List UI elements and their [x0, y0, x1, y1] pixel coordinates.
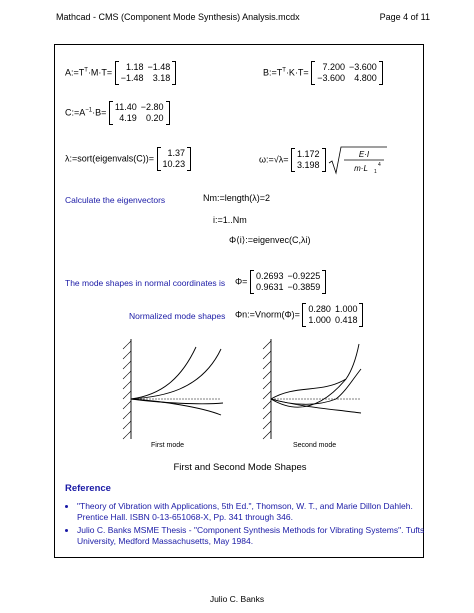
matrix-omega	[291, 148, 326, 172]
equation-lambda[interactable]	[65, 147, 191, 171]
matrix-cell: 1.000	[334, 304, 358, 314]
matrix-row	[295, 149, 322, 160]
matrix-cell: −1.48	[120, 73, 144, 83]
matrix-row	[113, 102, 166, 113]
worksheet-region	[54, 44, 424, 558]
sqrt-icon	[328, 145, 388, 175]
equation-omega[interactable]	[259, 145, 388, 175]
matrix-row	[119, 73, 173, 84]
reference-list	[63, 501, 427, 549]
matrix-cell: −1.48	[147, 62, 171, 72]
matrix-cell: −3.600	[317, 73, 345, 83]
matrix-cell: 11.40	[114, 102, 137, 112]
matrix-cell: 1.37	[167, 148, 186, 158]
equation-phin[interactable]	[235, 303, 363, 327]
reference-heading: Reference	[65, 483, 111, 494]
matrix-cell: −3.600	[349, 62, 377, 72]
page-number: Page 4 of 11	[379, 12, 430, 22]
matrix-C	[109, 101, 170, 125]
matrix-row	[254, 271, 322, 282]
reference-item: • Julio C. Banks MSME Thesis - "Component Synthesis Methods for Vibrating Systems". Tufts University, Medford Massachusetts, May 1984.	[77, 525, 427, 547]
second-mode-drawing	[263, 339, 361, 439]
matrix-row	[254, 282, 322, 293]
matrix-cell: −2.80	[140, 102, 164, 112]
matrix-cell: 4.19	[119, 113, 137, 123]
eq-phi-text: Φ=	[235, 276, 248, 287]
matrix-row	[161, 148, 188, 159]
eq-C-lhs: C:=A	[65, 107, 86, 118]
equation-phi-i[interactable]: Φ⟨i⟩:=eigenvec(C,λi)	[229, 235, 311, 245]
omega-den-sup: 4	[378, 162, 381, 168]
omega-numerator: E·I	[358, 150, 370, 159]
matrix-cell: 0.2693	[255, 271, 284, 281]
equation-i-range[interactable]: i:=1..Nm	[213, 215, 247, 225]
eq-B-lhs: B:=T	[263, 67, 283, 78]
matrix-row	[306, 304, 359, 315]
matrix-cell: 3.198	[297, 160, 320, 170]
equation-C[interactable]	[65, 101, 170, 125]
matrix-cell: 0.280	[308, 304, 331, 314]
page-footer: Julio C. Banks	[209, 594, 265, 604]
figure-caption: First and Second Mode Shapes	[173, 462, 307, 473]
first-mode-drawing	[123, 339, 223, 439]
matrix-row	[161, 159, 188, 170]
second-mode-label: Second mode	[293, 442, 337, 449]
matrix-cell: 1.172	[297, 149, 320, 159]
eq-lambda-text: λ:=sort(eigenvals(C))=	[65, 153, 155, 164]
matrix-row	[113, 113, 166, 124]
matrix-cell: 10.23	[162, 159, 186, 169]
matrix-cell: 1.18	[125, 62, 144, 72]
matrix-cell: 0.418	[334, 315, 358, 325]
eq-phin-text: Φn:=Vnorm(Φ)=	[235, 309, 300, 320]
equation-Nm[interactable]: Nm:=length(λ)=2	[203, 193, 271, 203]
matrix-row	[119, 62, 173, 73]
matrix-cell: 3.18	[152, 73, 171, 83]
first-mode-label: First mode	[151, 442, 185, 449]
matrix-cell: 1.000	[308, 315, 331, 325]
matrix-row	[295, 160, 322, 171]
matrix-B	[311, 61, 383, 85]
reference-item: • "Theory of Vibration with Applications, 5th Ed.", Thomson, W. T., and Marie Dillon Dahleh. Prentice Hall. ISBN 0-13-651068-X, Pp. 341 through 346.	[77, 501, 427, 523]
matrix-cell: 0.9631	[255, 282, 284, 292]
equation-B[interactable]	[263, 61, 383, 85]
eq-B-mid: ·K·T=	[285, 67, 309, 78]
equation-A[interactable]	[65, 61, 176, 85]
eq-A-mid: ·M·T=	[87, 67, 113, 78]
eq-A-lhs: A:=T	[65, 67, 85, 78]
omega-denominator: m·L	[354, 164, 368, 173]
equation-phi[interactable]	[235, 270, 326, 294]
sqrt-factor	[328, 145, 388, 175]
matrix-cell: −0.9225	[287, 271, 321, 281]
matrix-phin	[302, 303, 363, 327]
matrix-cell: 4.800	[354, 73, 377, 83]
mode-shapes-label: The mode shapes in normal coordinates is	[65, 278, 226, 288]
matrix-A	[115, 61, 177, 85]
matrix-row	[306, 315, 359, 326]
matrix-cell: 0.20	[146, 113, 164, 123]
matrix-row	[315, 73, 379, 84]
omega-den-sub: 1	[374, 169, 377, 175]
matrix-cell: 7.200	[322, 62, 345, 72]
normalized-label: Normalized mode shapes	[129, 311, 226, 321]
mode-shapes-figure	[121, 339, 371, 454]
matrix-phi	[250, 270, 326, 294]
eigenvectors-label: Calculate the eigenvectors	[65, 195, 166, 205]
eq-B-sup: T	[282, 67, 286, 74]
matrix-cell: −0.3859	[287, 282, 321, 292]
eq-C-sup: −1	[85, 107, 93, 114]
eq-omega-text: ω:=√λ=	[259, 154, 289, 165]
document-title: Mathcad - CMS (Component Mode Synthesis) Analysis.mcdx	[56, 12, 300, 22]
eq-C-mid: ·B=	[92, 107, 107, 118]
matrix-row	[315, 62, 379, 73]
eq-A-sup: T	[84, 67, 88, 74]
matrix-lambda	[157, 147, 192, 171]
